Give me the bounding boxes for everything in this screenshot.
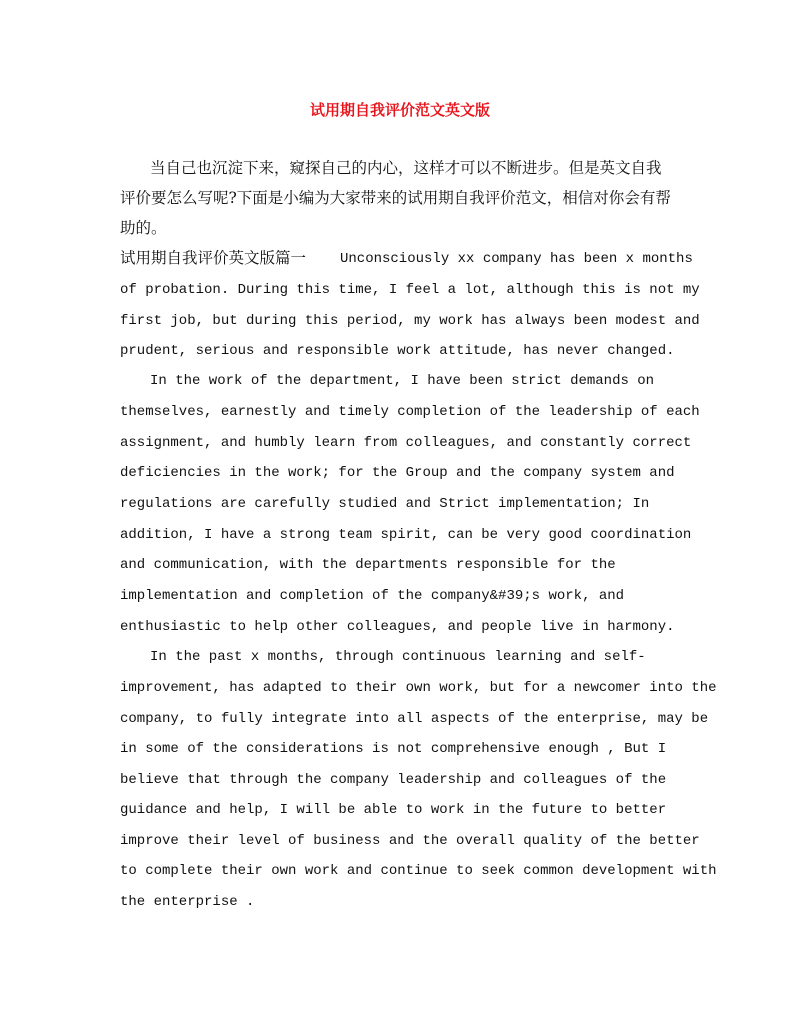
- body-line: addition, I have a strong team spirit, can be very good coordination: [120, 527, 692, 543]
- body-line: to complete their own work and continue to seek common development with: [120, 863, 717, 879]
- body-line: the enterprise .: [120, 894, 255, 910]
- document-title: 试用期自我评价范文英文版: [309, 101, 490, 119]
- body-line: improvement, has adapted to their own work, but for a newcomer into the: [120, 680, 717, 696]
- body-line: regulations are carefully studied and Strict implementation; In: [120, 496, 650, 512]
- body-line: of probation. During this time, I feel a lot, although this is not my: [120, 282, 700, 298]
- body-line: In the past x months, through continuous learning and self-: [150, 649, 646, 665]
- body-line: first job, but during this period, my work has always been modest and: [120, 313, 700, 329]
- body-line: implementation and completion of the company&#39;s work, and: [120, 588, 625, 604]
- body-line: Unconsciously xx company has been x months: [340, 251, 693, 267]
- intro-line: 助的。: [120, 219, 167, 237]
- body-line: and communication, with the departments responsible for the: [120, 557, 616, 573]
- body-line: believe that through the company leadership and colleagues of the: [120, 772, 667, 788]
- body-line: prudent, serious and responsible work attitude, has never changed.: [120, 343, 675, 359]
- intro-line: 评价要怎么写呢?下面是小编为大家带来的试用期自我评价范文，相信对你会有帮: [120, 189, 671, 207]
- body-line: enthusiastic to help other colleagues, and people live in harmony.: [120, 619, 675, 635]
- body-line: In the work of the department, I have been strict demands on: [150, 373, 655, 389]
- intro-line: 当自己也沉淀下来，窥探自己的内心，这样才可以不断进步。但是英文自我: [150, 159, 662, 177]
- body-line: in some of the considerations is not comprehensive enough , But I: [120, 741, 667, 757]
- body-line: themselves, earnestly and timely completion of the leadership of each: [120, 404, 700, 420]
- body-line: company, to fully integrate into all aspects of the enterprise, may be: [120, 711, 709, 727]
- body-line: guidance and help, I will be able to work in the future to better: [120, 802, 667, 818]
- body-line: improve their level of business and the overall quality of the better: [120, 833, 700, 849]
- body-line: deficiencies in the work; for the Group and the company system and: [120, 465, 675, 481]
- body-line: assignment, and humbly learn from colleagues, and constantly correct: [120, 435, 692, 451]
- section-heading: 试用期自我评价英文版篇一: [120, 249, 307, 267]
